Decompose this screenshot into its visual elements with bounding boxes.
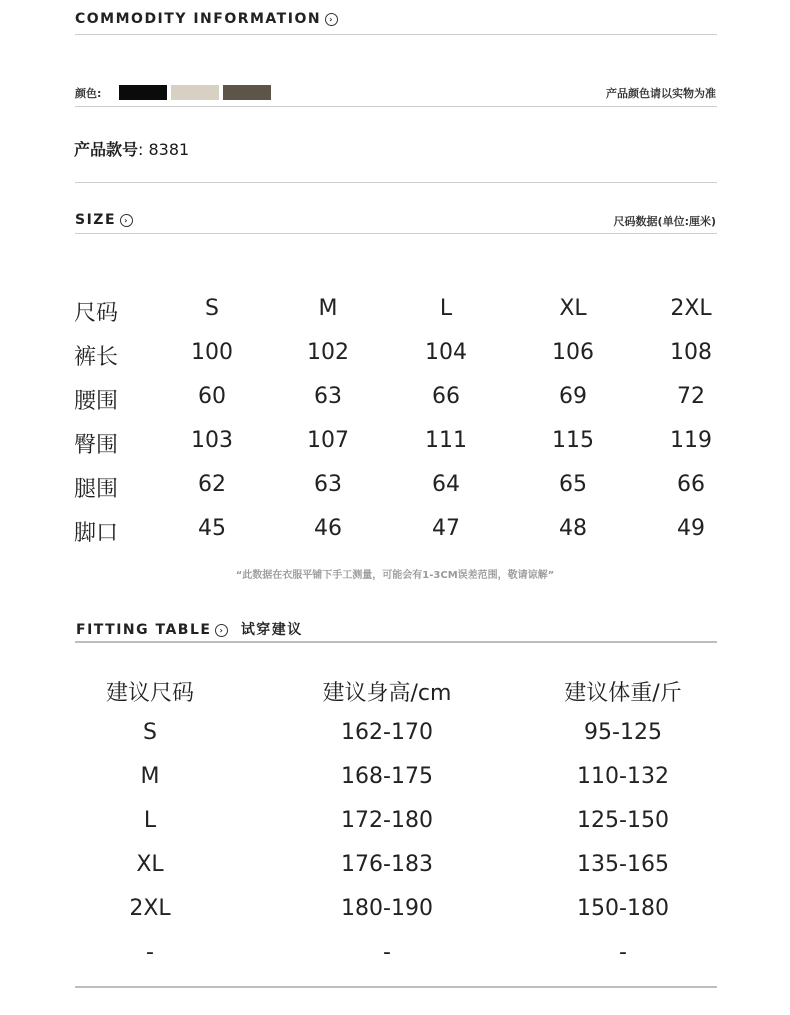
fitting-cell: 150-180	[577, 896, 669, 921]
size-cell: 66	[677, 472, 705, 497]
size-cell: 63	[314, 384, 342, 409]
fitting-cell: M	[140, 764, 160, 789]
fitting-cell: 162-170	[341, 720, 433, 745]
size-header: 2XL	[670, 296, 712, 321]
color-swatch-brown[interactable]	[223, 85, 271, 100]
size-cell: 45	[198, 516, 226, 541]
size-cell: 63	[314, 472, 342, 497]
size-cell: 100	[191, 340, 233, 365]
chevron-right-circle-icon: ›	[215, 624, 228, 637]
size-cell: 103	[191, 428, 233, 453]
fitting-cell: -	[146, 940, 154, 965]
size-title-text: SIZE	[75, 212, 117, 228]
fitting-cell: -	[383, 940, 391, 965]
fitting-cell: 125-150	[577, 808, 669, 833]
size-cell: 66	[432, 384, 460, 409]
size-cell: 60	[198, 384, 226, 409]
size-cell: 119	[670, 428, 712, 453]
fitting-cell: 180-190	[341, 896, 433, 921]
color-swatch-beige[interactable]	[171, 85, 219, 100]
divider	[75, 641, 717, 643]
fitting-cell: XL	[136, 852, 164, 877]
fitting-cell: 110-132	[577, 764, 669, 789]
size-cell: 104	[425, 340, 467, 365]
model-value: 8381	[148, 140, 190, 159]
size-row-label: 裤长	[74, 345, 119, 370]
fitting-header: 建议尺码	[105, 681, 194, 706]
fitting-header: 建议身高/cm	[322, 681, 452, 706]
fitting-cell: S	[143, 720, 157, 745]
color-label: 颜色:	[75, 87, 102, 100]
size-cell: 72	[677, 384, 705, 409]
size-cell: 48	[559, 516, 587, 541]
divider	[75, 986, 717, 988]
size-cell: 64	[432, 472, 460, 497]
divider	[75, 182, 717, 183]
fitting-header: 建议体重/斤	[564, 681, 682, 706]
size-row-label: 腿围	[74, 477, 119, 502]
fitting-cell: 176-183	[341, 852, 433, 877]
size-cell: 102	[307, 340, 349, 365]
fitting-cell: 2XL	[129, 896, 171, 921]
size-unit-note: 尺码数据(单位:厘米)	[613, 215, 716, 228]
commodity-section-title	[75, 11, 338, 27]
fitting-cell: 135-165	[577, 852, 669, 877]
size-cell: 115	[552, 428, 594, 453]
size-cell: 47	[432, 516, 460, 541]
size-cell: 65	[559, 472, 587, 497]
divider	[75, 233, 717, 234]
size-row-label: 脚口	[74, 521, 119, 546]
size-cell: 108	[670, 340, 712, 365]
size-cell: 107	[307, 428, 349, 453]
size-header: S	[205, 296, 219, 321]
fitting-section-title	[76, 619, 303, 639]
model-label: 产品款号	[74, 140, 139, 159]
color-note: 产品颜色请以实物为准	[606, 87, 716, 100]
size-header: L	[439, 296, 453, 321]
fitting-cell: 168-175	[341, 764, 433, 789]
size-row-label: 腰围	[74, 389, 119, 414]
size-header: M	[318, 296, 338, 321]
size-header-label: 尺码	[74, 301, 119, 326]
commodity-title-text: COMMODITY INFORMATION	[75, 11, 322, 27]
measurement-disclaimer: “此数据在衣服平铺下手工测量，可能会有1-3CM误差范围，敬请谅解”	[235, 570, 555, 581]
fitting-cell: 172-180	[341, 808, 433, 833]
fitting-cell: L	[143, 808, 157, 833]
fitting-cell: 95-125	[584, 720, 662, 745]
fitting-title-text: FITTING TABLE	[76, 622, 212, 638]
divider	[75, 34, 717, 35]
size-cell: 62	[198, 472, 226, 497]
model-separator: :	[138, 140, 144, 159]
size-cell: 69	[559, 384, 587, 409]
size-cell: 111	[425, 428, 467, 453]
size-cell: 106	[552, 340, 594, 365]
size-cell: 46	[314, 516, 342, 541]
fitting-subtitle: 试穿建议	[240, 622, 303, 638]
model-number	[74, 137, 189, 160]
chevron-right-circle-icon: ›	[325, 13, 338, 26]
size-row-label: 臀围	[74, 433, 119, 458]
color-swatch-black[interactable]	[119, 85, 167, 100]
size-cell: 49	[677, 516, 705, 541]
fitting-cell: -	[619, 940, 627, 965]
size-section-title	[75, 212, 133, 228]
size-header: XL	[559, 296, 587, 321]
chevron-right-circle-icon: ›	[120, 214, 133, 227]
divider	[75, 106, 717, 107]
